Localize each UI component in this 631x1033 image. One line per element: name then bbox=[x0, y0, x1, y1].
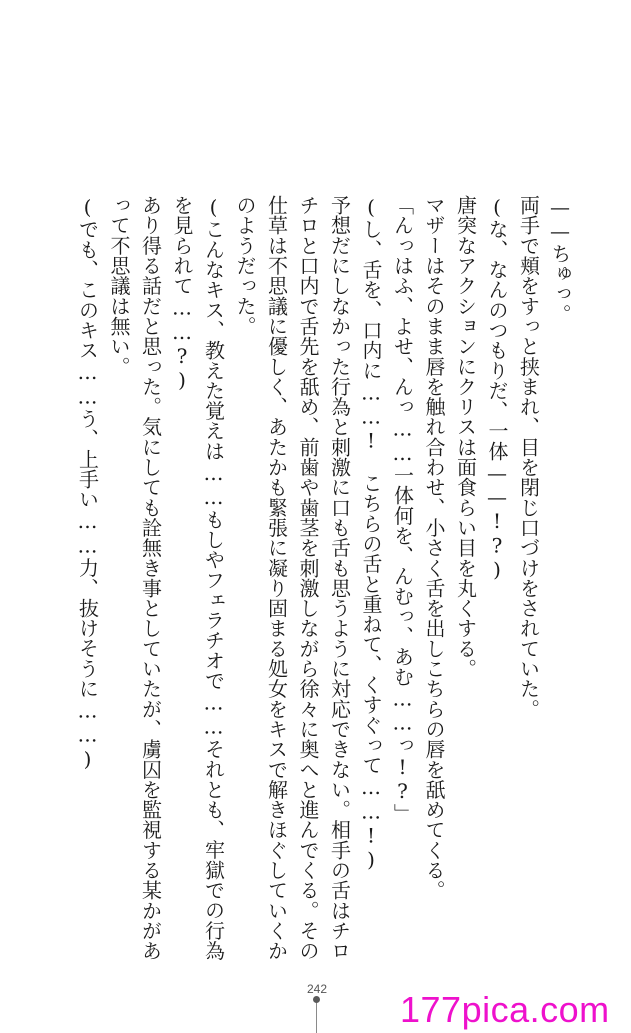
paragraph-6: 「んっはふ、よせ、んっ……一体何を、んむっ、あむ……っ!?」 bbox=[390, 195, 415, 824]
paragraph-5: マザーはそのまま唇を触れ合わせ、小さく舌を出しこちらの唇を舐めてくる。 bbox=[422, 195, 446, 901]
page-rule-dot bbox=[313, 996, 320, 1003]
paragraph-8: 予想だにしなかった行為と刺激に口も舌も思うように対応できない。相手の舌はチロチロと口内で舌先を舐め、前歯や歯茎を刺激しながら徐々に奥へと進んでくる。その仕草は不思議に優しく、あたかも緊張に凝り固まる処女をキスで解きほぐしていくかのようだった。 bbox=[233, 195, 352, 961]
paragraph-3: (な、なんのつもりだ、一体——!?) bbox=[485, 195, 509, 582]
vertical-text-body bbox=[71, 195, 575, 965]
paragraph-1: ——ちゅっ。 bbox=[548, 195, 572, 324]
paragraph-2: 両手で頬をすっと挟まれ、目を閉じ口づけをされていた。 bbox=[516, 195, 541, 719]
page-number: 242 bbox=[306, 982, 328, 996]
paragraph-9: (こんなキス、教えた覚えは……もしやフェラチオで……それとも、牢獄での行為を見られて……?) bbox=[170, 195, 226, 961]
watermark: 177pica.com bbox=[400, 989, 610, 1030]
paragraph-10: あり得る話だと思った。気にしても詮無き事としていたが、虜囚を監視する某かがあって不思議は無い。 bbox=[107, 195, 163, 961]
paragraph-7: (し、舌を、口内に……! こちらの舌と重ねて、くすぐって……!) bbox=[359, 195, 383, 872]
paragraph-11: (でも、このキス……う、上手い……力、抜けそうに……) bbox=[75, 195, 100, 772]
page-rule-line bbox=[316, 998, 317, 1033]
paragraph-4: 唐突なアクションにクリスは面食らい目を丸くする。 bbox=[453, 195, 478, 679]
